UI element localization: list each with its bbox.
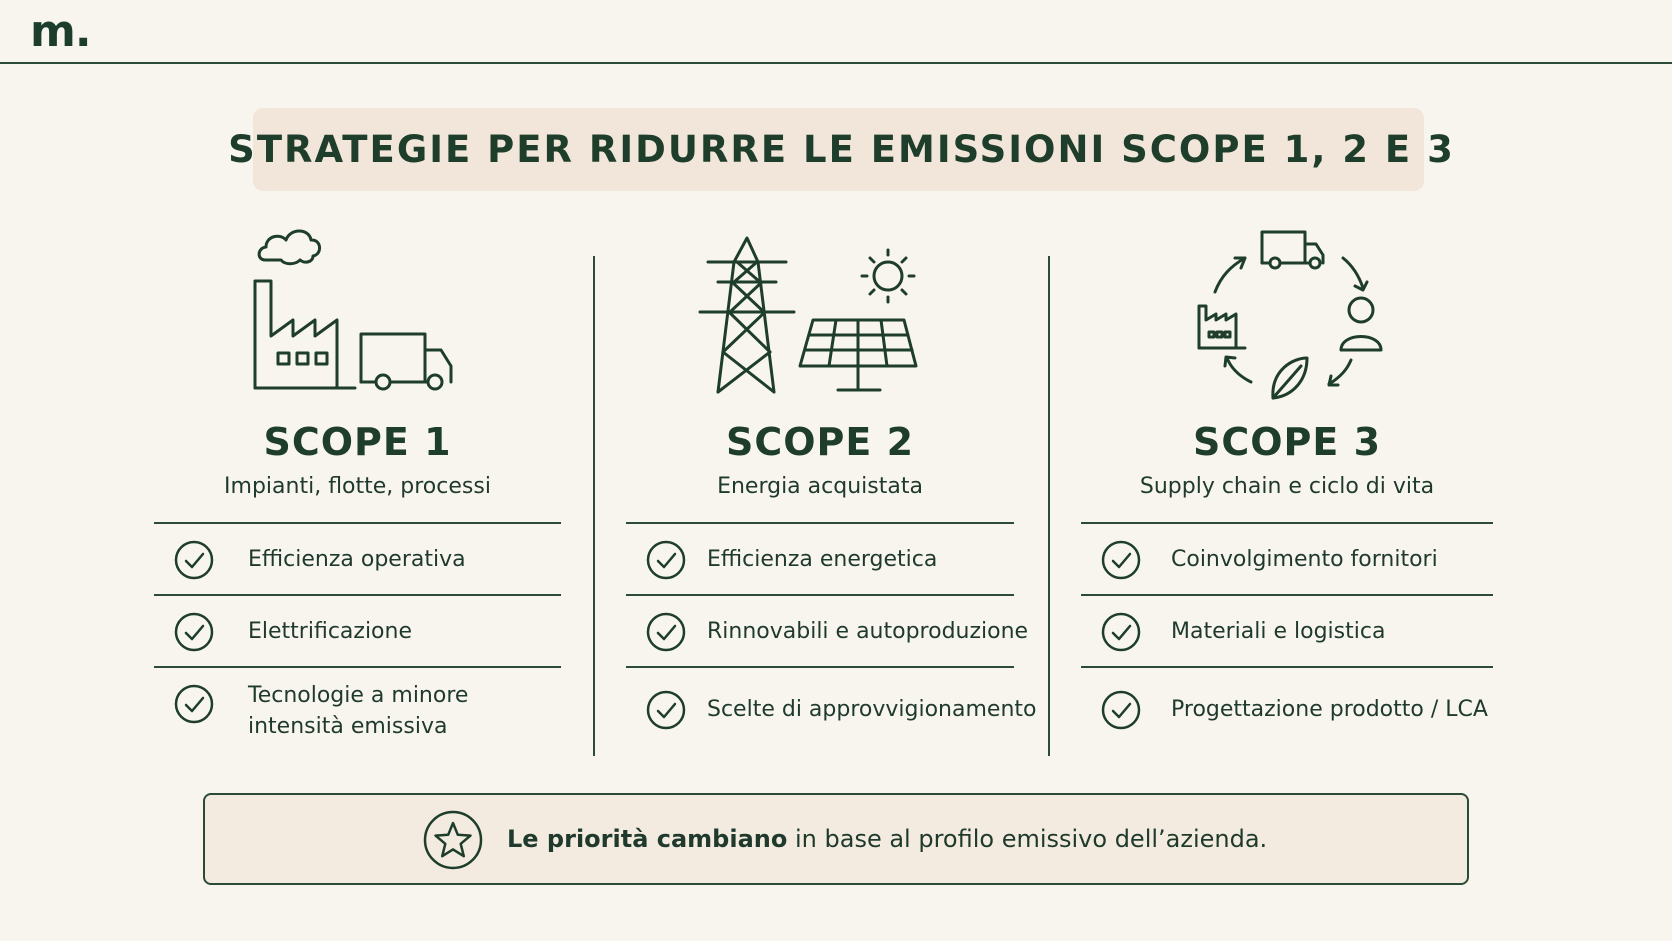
list-item: [1081, 666, 1493, 752]
check-circle-icon: [646, 690, 686, 730]
brand-logo: m.: [30, 6, 91, 57]
scope-subtitle: Energia acquistata: [717, 474, 923, 499]
column-divider: [1048, 256, 1050, 756]
check-circle-icon: [1101, 690, 1141, 730]
scope-subtitle: Supply chain e ciclo di vita: [1139, 474, 1435, 499]
list-item: [154, 666, 561, 752]
star-icon: [423, 810, 483, 870]
note-text: [507, 825, 1267, 853]
check-circle-icon: [174, 684, 214, 724]
scope-subtitle: Impianti, flotte, processi: [224, 474, 491, 499]
list-item-label: Materiali e logistica: [1171, 619, 1386, 644]
check-circle-icon: [646, 612, 686, 652]
strategy-list: [1081, 522, 1493, 752]
list-item-label: Elettrificazione: [248, 619, 412, 644]
check-circle-icon: [174, 612, 214, 652]
list-item: [626, 594, 1029, 666]
scope-title: SCOPE 1: [263, 420, 452, 464]
list-item-label: Efficienza operativa: [248, 547, 466, 572]
list-item-label: Coinvolgimento fornitori: [1171, 547, 1438, 572]
strategy-list: [626, 522, 1037, 752]
check-circle-icon: [1101, 540, 1141, 580]
list-item: [154, 594, 561, 666]
strategy-list: [154, 522, 561, 752]
factory-truck-icon: [253, 224, 463, 394]
list-item: [626, 666, 1037, 752]
priority-note: [203, 793, 1469, 885]
list-item-label: Scelte di approvvigionamento: [707, 697, 1037, 722]
list-item-label: Tecnologie a minore intensità emissiva: [248, 683, 469, 739]
header-divider: [0, 62, 1672, 64]
power-solar-icon: [698, 236, 922, 396]
page-title: STRATEGIE PER RIDURRE LE EMISSIONI SCOPE 1, 2 E 3: [228, 128, 1455, 171]
scope-title: SCOPE 2: [725, 420, 915, 464]
check-circle-icon: [1101, 612, 1141, 652]
list-item: [1081, 522, 1493, 594]
list-item: [154, 522, 561, 594]
note-body: in base al profilo emissivo dell’azienda.: [787, 825, 1268, 853]
check-circle-icon: [646, 540, 686, 580]
column-divider: [593, 256, 595, 756]
list-item: [626, 522, 1014, 594]
scope-title: SCOPE 3: [1192, 420, 1382, 464]
note-emphasis: Le priorità cambiano: [507, 825, 788, 853]
check-circle-icon: [174, 540, 214, 580]
list-item-label: Progettazione prodotto / LCA: [1171, 697, 1488, 722]
title-banner: [228, 108, 1455, 191]
list-item: [1081, 594, 1493, 666]
list-item-label: Rinnovabili e autoproduzione: [707, 619, 1029, 644]
list-item-label: Efficienza energetica: [707, 547, 938, 572]
value-chain-cycle-icon: [1197, 230, 1393, 402]
